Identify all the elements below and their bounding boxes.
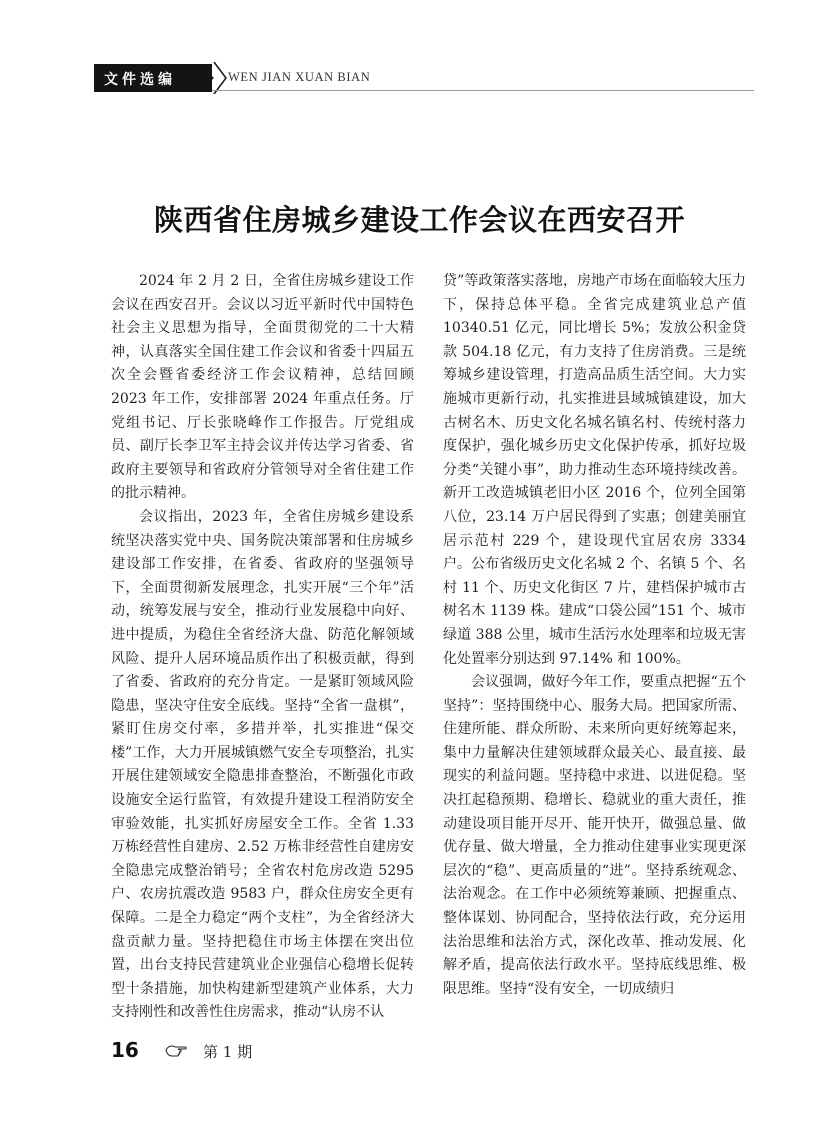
paragraph: 会议强调，做好今年工作，要重点把握“五个坚持”：坚持围绕中心、服务大局。把国家所需、住建所能、群众所盼、未来所向更好统筹起来，集中力量解决住建领域群众最关心、最直接、最现实的利益问题。坚持稳中求进、以进促稳。坚决扛起稳预期、稳增长、稳就业的重大责任，推动建设项目能开尽开、能开快开，做强总量、做优存量、做大增量，全力推动住建事业实现更深层次的“稳”、更高质量的“进”。坚持系统观念、法治观念。在工作中必须统筹兼顾、把握重点、整体谋划、协同配合，坚持依法行政，充分运用法治思维和法治方式，深化改革、推动发展、化解矛盾，提高依法行政水平。坚持底线思维、极限思维。坚持“没有安全，一切成绩归	[443, 674, 746, 997]
article-column-right	[443, 270, 746, 1001]
section-label-en: WEN JIAN XUAN BIAN	[228, 70, 371, 84]
paragraph: 会议指出，2023 年，全省住房城乡建设系统坚决落实党中央、国务院决策部署和住房城乡建设部工作安排，在省委、省政府的坚强领导下，全面贯彻新发展理念，扎实开展“三个年”活动，统筹发展与安全，推动行业发展稳中向好、进中提质，为稳住全省经济大盘、防范化解领域风险、提升人居环境品质作出了积极贡献，得到了省委、省政府的充分肯定。一是紧盯领域风险隐患，坚决守住安全底线。坚持“全省一盘棋”，紧盯住房交付率，多措并举，扎实推进“保交楼”工作，大力开展城镇燃气安全专项整治，扎实开展住建领域安全隐患排查整治，不断强化市政设施安全运行监管，有效提升建设工程消防安全审验效能，扎实抓好房屋安全工作。全省 1.33 万栋经营性自建房、2.52 万栋非经营性自建房安全隐患完成整治销号；全省农村危房改造 5295 户、农房抗震改造 9583 户，群众住房安全更有保障。二是全力稳定“两个支柱”，为全省经济大盘贡献力量。坚持把稳住市场主体摆在突出位置，出台支持民营建筑业企业强信心稳增长促转型十条措施，加快构建新型建筑产业体系，大力支持刚性和改善性住房需求，推动“认房不认	[111, 508, 414, 1021]
page-number: 16	[111, 1038, 139, 1062]
paragraph: 贷”等政策落实落地，房地产市场在面临较大压力下，保持总体平稳。全省完成建筑业总产值 10340.51 亿元，同比增长 5%；发放公积金贷款 504.18 亿元，有力支持了住房消费。三是统筹城乡建设管理，打造高品质生活空间。大力实施城市更新行动，扎实推进县域城镇建设，加大古树名木、历史文化名城名镇名村、传统村落力度保护，强化城乡历史文化保护传承，抓好垃圾分类“关键小事”，助力推动生态环境持续改善。新开工改造城镇老旧小区 2016 个，位列全国第八位，23.14 万户居民得到了实惠；创建美丽宜居示范村 229 个，建设现代宜居农房 3334 户。公布省级历史文化名城 2 个、名镇 5 个、名村 11 个、历史文化街区 7 片，建档保护城市古树名木 1139 株。建成“口袋公园”151 个、城市绿道 388 公里，城市生活污水处理率和垃圾无害化处置率分别达到 97.14% 和 100%。	[443, 273, 746, 667]
article-column-left	[111, 270, 414, 1025]
section-tag	[94, 64, 212, 92]
pointing-hand-icon	[165, 1042, 187, 1058]
issue-label: 第 1 期	[203, 1043, 253, 1061]
header-rule	[212, 90, 754, 91]
article-title: 陕西省住房城乡建设工作会议在西安召开	[153, 203, 685, 237]
paragraph: 2024 年 2 月 2 日，全省住房城乡建设工作会议在西安召开。会议以习近平新时代中国特色社会主义思想为指导，全面贯彻党的二十大精神，认真落实全国住建工作会议和省委十四届五次全会暨省委经济工作会议精神，总结回顾 2023 年工作，安排部署 2024 年重点任务。厅党组书记、厅长张晓峰作工作报告。厅党组成员、副厅长李卫军主持会议并传达学习省委、省政府主要领导和省政府分管领导对全省住建工作的批示精神。	[111, 273, 414, 502]
page-footer	[111, 1036, 411, 1066]
section-header	[94, 62, 754, 94]
section-label: 文件选编	[104, 72, 176, 88]
